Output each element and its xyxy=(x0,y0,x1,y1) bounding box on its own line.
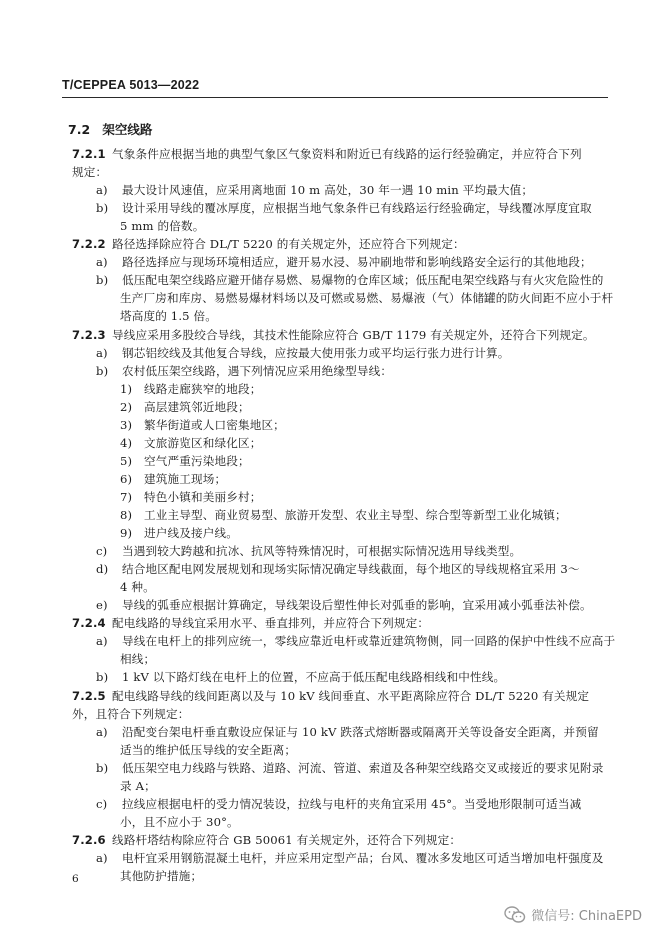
line-text: 低压架空电力线路与铁路、道路、河流、管道、索道及各种架空线路交叉或接近的要求见附录 xyxy=(122,760,604,775)
item-marker: b) xyxy=(96,760,109,775)
clause-line xyxy=(72,237,465,251)
list-item-line xyxy=(96,634,615,648)
line-text: 路径选择应与现场环境相适应，避开易水浸、易冲刷地带和影响线路安全运行的其他地段； xyxy=(122,255,592,270)
line-text: 导线在电杆上的排列应统一，零线应靠近电杆或靠近建筑物侧，同一回路的保护中性线不应高于 xyxy=(122,634,616,649)
item-marker: e) xyxy=(96,598,108,613)
line-text: 气象条件应根据当地的典型气象区气象资料和附近已有线路的运行经验确定，并应符合下列 xyxy=(112,147,582,161)
line-text: 配电线路导线的线间距离以及与 10 kV 线间垂直、水平距离除应符合 DL/T 5220 有关规定 xyxy=(112,688,590,703)
line-text: 农村低压架空线路，遇下列情况应采用绝缘型导线： xyxy=(122,363,393,378)
clause-number: 7.2.6 xyxy=(72,832,106,847)
line-text: 当遇到较大跨越和抗冰、抗风等特殊情况时，可根据实际情况选用导线类型。 xyxy=(122,544,522,559)
section-number: 7.2 xyxy=(68,122,91,137)
section-title: 架空线路 xyxy=(102,122,153,137)
list-item-line xyxy=(96,364,392,378)
sub-item-line xyxy=(120,508,567,522)
watermark-text: 微信号: ChinaEPD xyxy=(531,909,642,924)
line-text: 配电线路的导线宜采用水平、垂直排列，并应符合下列规定： xyxy=(112,616,430,631)
list-item-line xyxy=(96,797,581,811)
line-text: 线路杆塔结构除应符合 GB 50061 有关规定外，还符合下列规定： xyxy=(112,832,462,847)
item-marker: a) xyxy=(96,183,108,198)
line-text: 高层建筑邻近地段； xyxy=(144,399,250,414)
clause-number: 7.2.1 xyxy=(72,147,106,161)
line-text: 线路走廊狭窄的地段； xyxy=(144,381,262,396)
line-text: 外，且符合下列规定： xyxy=(72,706,190,721)
section-heading xyxy=(68,120,152,138)
continuation-line xyxy=(120,219,204,233)
sub-item-line xyxy=(120,454,250,468)
line-text: 结合地区配电网发展规划和现场实际情况确定导线截面，每个地区的导线规格宜采用 3～ xyxy=(122,562,580,577)
page-number: 6 xyxy=(72,873,79,885)
item-marker: 6) xyxy=(120,471,133,486)
sub-item-line xyxy=(120,400,250,414)
clause-line xyxy=(72,328,595,342)
item-marker: 2) xyxy=(120,399,133,414)
clause-line xyxy=(72,833,461,847)
item-marker: 5) xyxy=(120,453,133,468)
line-text: 最大设计风速值，应采用离地面 10 m 高处，30 年一遇 10 min 平均最大值； xyxy=(122,183,534,198)
clause-number: 7.2.2 xyxy=(72,237,106,252)
continuation-line xyxy=(120,291,613,305)
clause-line xyxy=(72,616,429,630)
sub-item-line xyxy=(120,418,285,432)
wechat-icon xyxy=(504,906,526,924)
line-text: 电杆宜采用钢筋混凝土电杆，并应采用定型产品；台风、覆冰多发地区可适当增加电杆强度及 xyxy=(122,850,604,865)
item-marker: a) xyxy=(96,850,108,865)
item-marker: 3) xyxy=(120,417,133,432)
continuation-line xyxy=(120,309,217,323)
list-item-line xyxy=(96,562,580,576)
header-rule xyxy=(62,97,608,98)
continuation-line xyxy=(120,652,155,666)
line-text: 其他防护措施； xyxy=(120,869,203,883)
sub-item-line xyxy=(120,436,261,450)
list-item-line xyxy=(96,851,604,865)
item-marker: a) xyxy=(96,634,108,649)
line-text: 适当的维护低压导线的安全距离； xyxy=(120,742,297,757)
line-text: 导线的弧垂应根据计算确定，导线架设后塑性伸长对弧垂的影响，宜采用减小弧垂法补偿。 xyxy=(122,598,592,613)
line-text: 小，且不应小于 30°。 xyxy=(120,814,239,829)
line-text: 相线； xyxy=(120,652,156,667)
line-text: 沿配变台架电杆垂直敷设应保证与 10 kV 跌落式熔断器或隔离开关等设备安全距离，并预留 xyxy=(122,724,599,739)
continuation-line xyxy=(72,707,189,721)
line-text: 塔高度的 1.5 倍。 xyxy=(120,309,218,324)
item-marker: 1) xyxy=(120,381,133,396)
continuation-line xyxy=(120,743,296,757)
list-item-line xyxy=(96,183,533,197)
continuation-line xyxy=(120,869,202,883)
line-text: 文旅游览区和绿化区； xyxy=(144,435,262,450)
sub-item-line xyxy=(120,526,238,540)
continuation-line xyxy=(120,815,239,829)
item-marker: c) xyxy=(96,544,108,559)
clause-line xyxy=(72,147,582,161)
line-text: 导线应采用多股绞合导线，其技术性能除应符合 GB/T 1179 有关规定外，还符合下列规定。 xyxy=(112,327,595,342)
item-marker: c) xyxy=(96,796,108,811)
sub-item-line xyxy=(120,382,261,396)
line-text: 路径选择除应符合 DL/T 5220 的有关规定外，还应符合下列规定： xyxy=(112,237,465,252)
list-item-line xyxy=(96,346,510,360)
line-text: 特色小镇和美丽乡村； xyxy=(144,489,262,504)
line-text: 5 mm 的倍数。 xyxy=(120,219,205,234)
line-text: 设计采用导线的覆冰厚度，应根据当地气象条件已有线路运行经验确定，导线覆冰厚度宜取 xyxy=(122,201,592,216)
line-text: 工业主导型、商业贸易型、旅游开发型、农业主导型、综合型等新型工业化城镇； xyxy=(144,508,567,522)
list-item-line xyxy=(96,598,592,612)
list-item-line xyxy=(96,273,604,287)
sub-item-line xyxy=(120,472,226,486)
line-text: 建筑施工现场； xyxy=(144,471,227,486)
clause-line xyxy=(72,689,589,703)
line-text: 钢芯铝绞线及其他复合导线，应按最大使用张力或平均运行张力进行计算。 xyxy=(122,345,510,360)
line-text: 1 kV 以下路灯线在电杆上的位置，不应高于低压配电线路相线和中性线。 xyxy=(122,670,506,685)
item-marker: 7) xyxy=(120,489,133,504)
list-item-line xyxy=(96,725,599,739)
line-text: 空气严重污染地段； xyxy=(144,453,250,468)
line-text: 进户线及接户线。 xyxy=(144,526,238,541)
item-marker: 9) xyxy=(120,526,133,541)
clause-number: 7.2.5 xyxy=(72,688,106,703)
item-marker: b) xyxy=(96,363,109,378)
item-marker: a) xyxy=(96,345,108,360)
clause-number: 7.2.3 xyxy=(72,327,106,342)
continuation-line xyxy=(120,580,155,594)
item-marker: 4) xyxy=(120,435,133,450)
list-item-line xyxy=(96,544,521,558)
item-marker: b) xyxy=(96,670,109,685)
item-marker: a) xyxy=(96,724,108,739)
clause-number: 7.2.4 xyxy=(72,616,106,631)
line-text: 规定： xyxy=(72,165,108,180)
item-marker: b) xyxy=(96,201,109,216)
line-text: 生产厂房和库房、易燃易爆材料场以及可燃或易燃、易爆液（气）体储罐的防火间距不应小于杆 xyxy=(120,291,614,306)
item-marker: 8) xyxy=(120,508,133,522)
continuation-line xyxy=(120,779,156,793)
list-item-line xyxy=(96,670,505,684)
line-text: 4 种。 xyxy=(120,580,155,595)
item-marker: d) xyxy=(96,562,109,577)
item-marker: a) xyxy=(96,255,108,270)
item-marker: b) xyxy=(96,273,109,288)
sub-item-line xyxy=(120,490,261,504)
watermark xyxy=(504,905,642,924)
list-item-line xyxy=(96,255,592,269)
line-text: 繁华街道或人口密集地区； xyxy=(144,417,285,432)
line-text: 低压配电架空线路应避开储存易燃、易爆物的仓库区域；低压配电架空线路与有火灾危险性的 xyxy=(122,273,604,288)
continuation-line xyxy=(72,165,107,179)
line-text: 拉线应根据电杆的受力情况装设，拉线与电杆的夹角宜采用 45°。当受地形限制可适当减 xyxy=(122,796,582,811)
doc-code: T/CEPPEA 5013—2022 xyxy=(62,78,200,92)
list-item-line xyxy=(96,761,604,775)
list-item-line xyxy=(96,201,592,215)
line-text: 录 A； xyxy=(120,778,156,793)
